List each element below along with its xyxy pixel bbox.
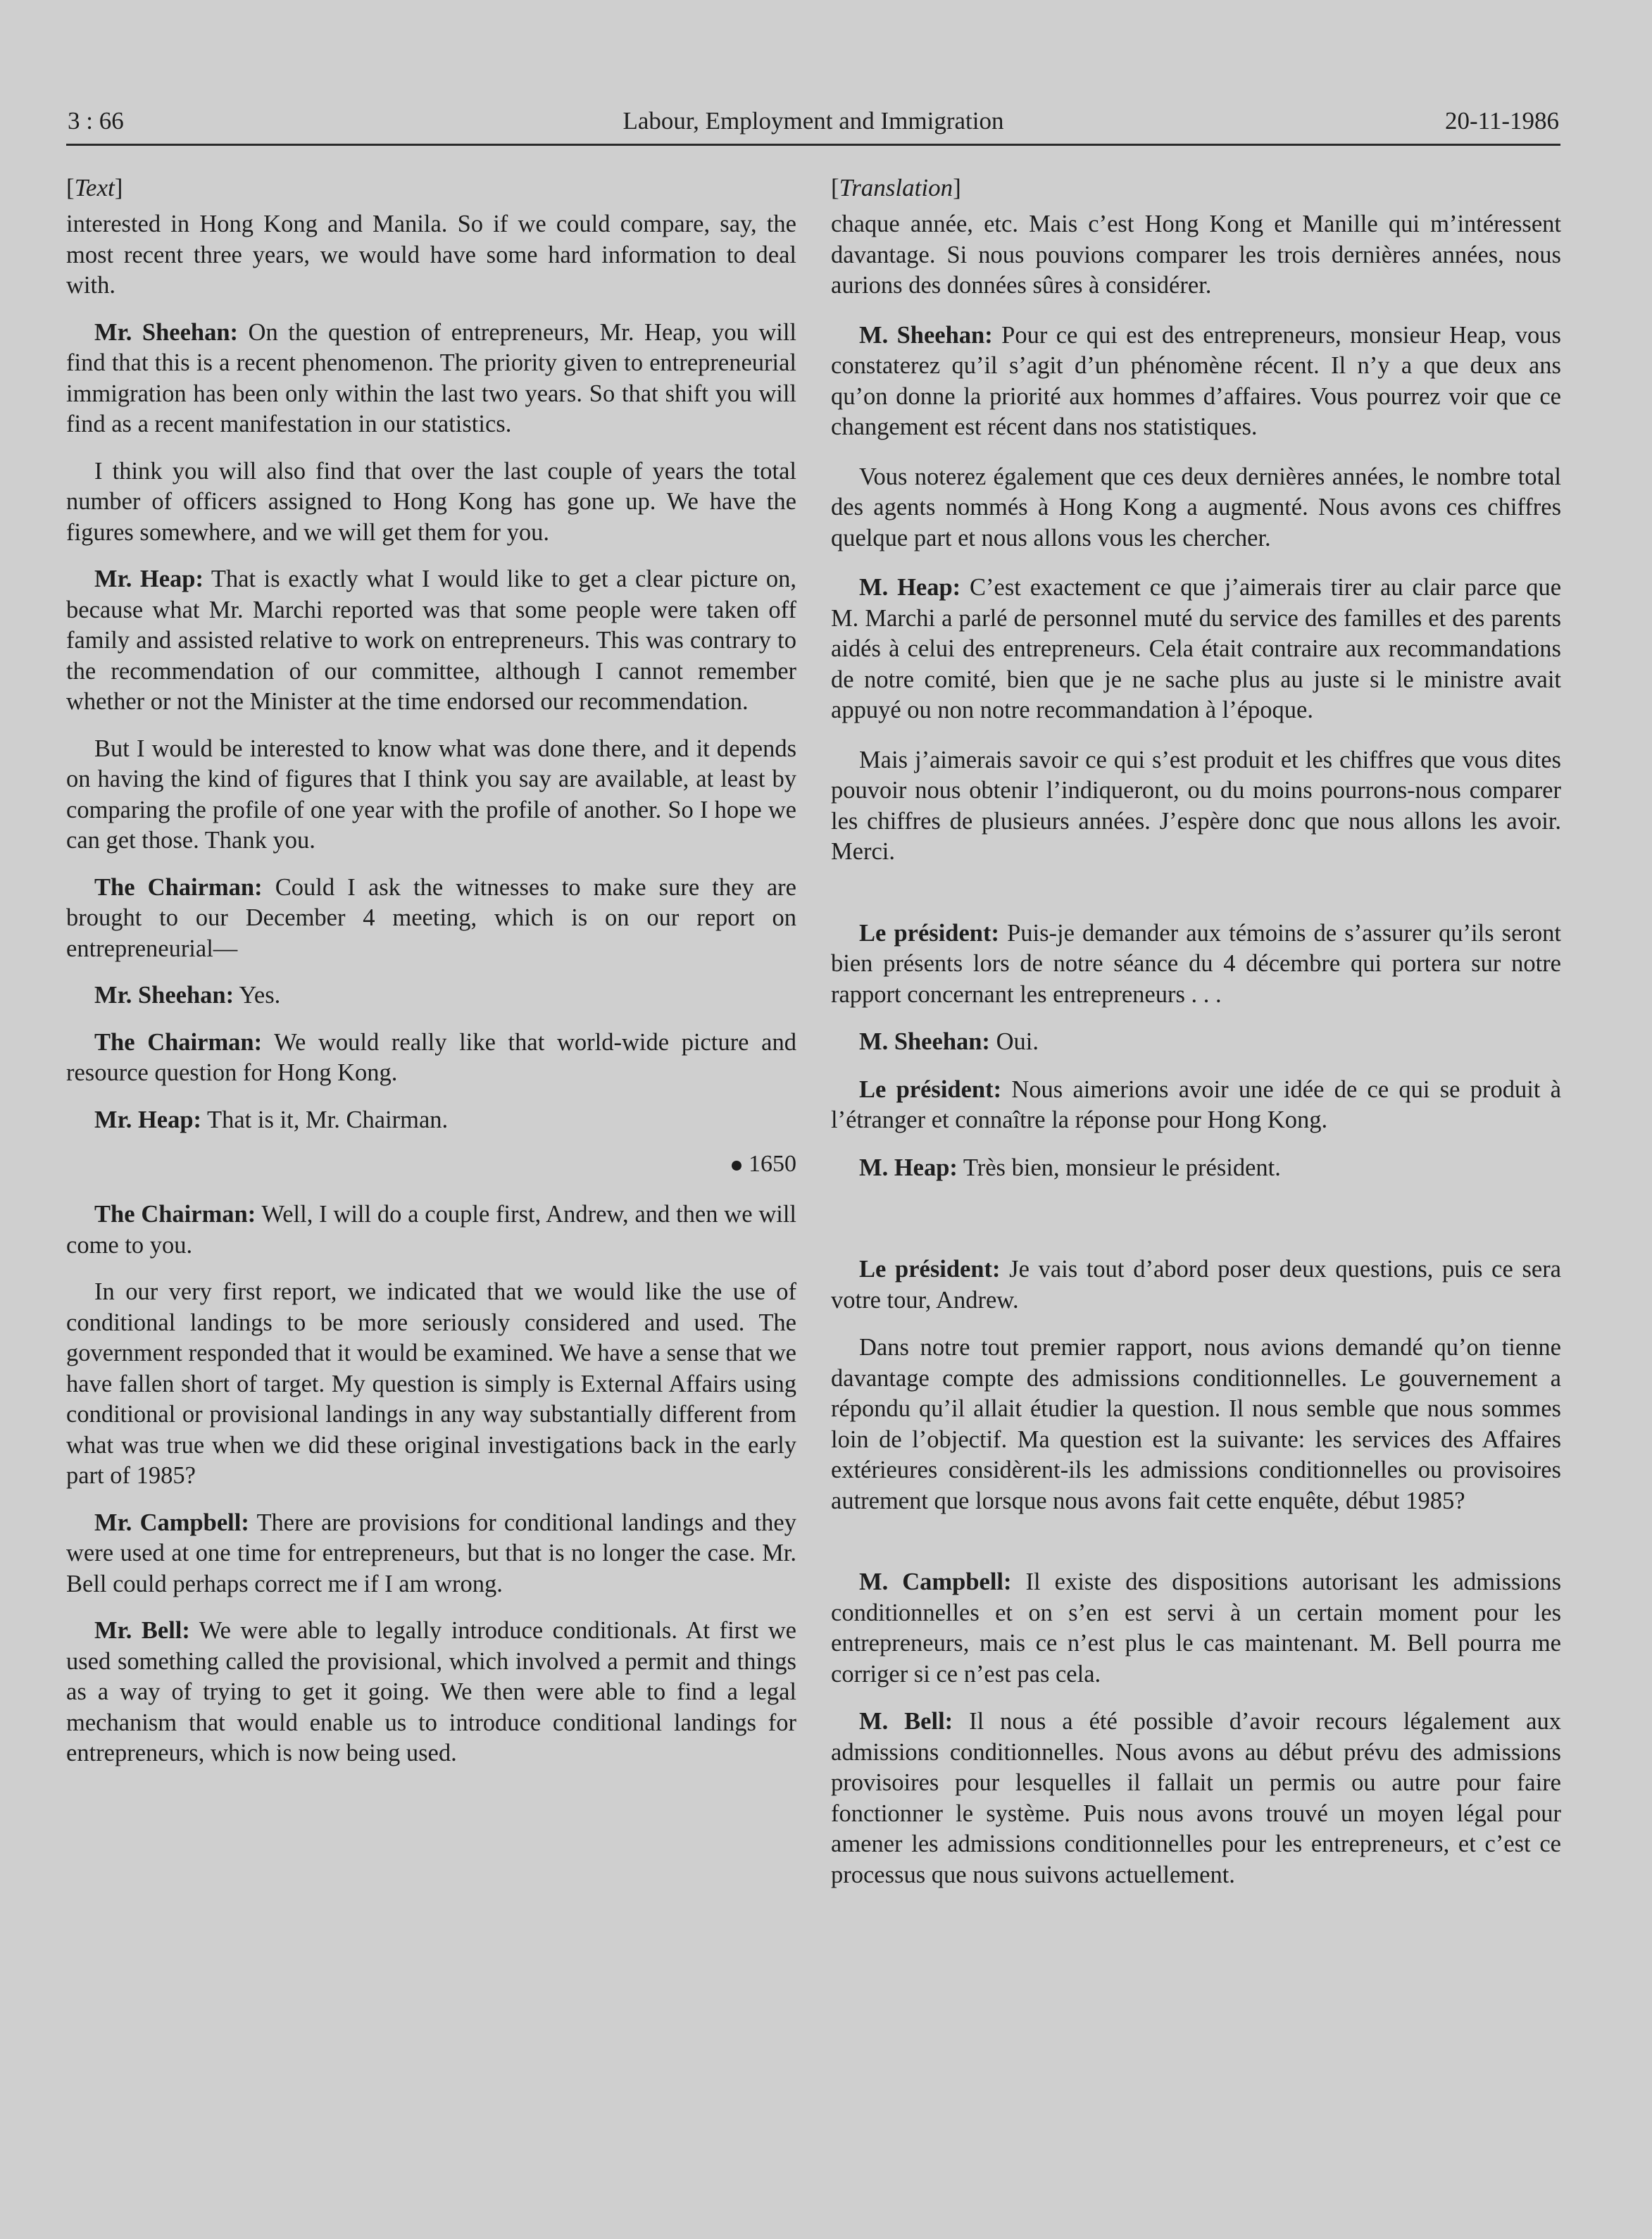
paragraph: I think you will also find that over the last couple of years the total number of officers assigned to Hong Kong has gone up. We have the figures somewhere, and we will get them for you.: [66, 457, 796, 546]
speech-paragraph: Mr. Heap: That is exactly what I would like to get a clear picture on, because what Mr. Marchi reported was that some people were taken off family and assisted relative to work on entrepreneurs. This was contrary to the recommendation of our committee, although I cannot remember whether or not the Minister at the time endorsed our recommendation.: [66, 566, 796, 715]
speaker: The Chairman:: [94, 873, 263, 901]
speech-paragraph: Mr. Sheehan: Yes.: [94, 982, 281, 1009]
speech-paragraph: M. Sheehan: Pour ce qui est des entrepreneurs, monsieur Heap, vous constaterez qu’il s’agit d’un phénomène récent. Il n’y a que deux ans qu’on donne la priorité aux hommes d’affaires. Vous pourrez voir que ce changement est récent dans nos statistiques.: [831, 321, 1561, 440]
speech-paragraph: Mr. Sheehan: On the question of entrepreneurs, Mr. Heap, you will find that this is a recent phenomenon. The priority given to entrepreneurial immigration has been only within the last two years. So that shift you will find as a recent manifestation in our statistics.: [66, 318, 796, 437]
bullet-icon: [732, 1161, 741, 1171]
speaker: M. Sheehan:: [859, 321, 993, 349]
speaker: Mr. Campbell:: [94, 1509, 249, 1536]
speech-paragraph: The Chairman: We would really like that world-wide picture and resource question for Hong Kong.: [66, 1028, 796, 1086]
speaker: Mr. Sheehan:: [94, 318, 238, 346]
speech-paragraph: Mr. Campbell: There are provisions for conditional landings and they were used at one time for entrepreneurs, but that is no longer the case. Mr. Bell could perhaps correct me if I am wrong.: [66, 1509, 796, 1597]
paragraph: Vous noterez également que ces deux dernières années, le nombre total des agents nommés à Hong Kong a augmenté. Nous avons ces chiffres quelque part et nous allons vous les chercher.: [831, 463, 1561, 551]
column-label: [Text]: [66, 174, 123, 201]
speaker: Le président:: [859, 919, 999, 947]
speech-paragraph: The Chairman: Could I ask the witnesses to make sure they are brought to our December 4 meeting, which is on our report on entrepreneurial—: [66, 873, 796, 962]
paragraph: interested in Hong Kong and Manila. So if we could compare, say, the most recent three years, we would have some hard information to deal with.: [66, 211, 796, 299]
speaker: The Chairman:: [94, 1201, 256, 1228]
speaker: M. Bell:: [859, 1708, 953, 1735]
speech-paragraph: M. Sheehan: Oui.: [859, 1028, 1039, 1055]
running-title: Labour, Employment and Immigration: [622, 107, 1004, 135]
speaker: Le président:: [859, 1256, 1001, 1283]
sitting-date: 20-11-1986: [1444, 107, 1559, 135]
french-column: [831, 173, 1561, 1907]
paragraph: Mais j’aimerais savoir ce qui s’est produit et les chiffres que vous dites pouvoir nous obtenir l’indiqueront, ou du moins pourrons-nous comparer les chiffres de plusieurs années. J’espère donc que nous allons les avoir. Merci.: [831, 746, 1561, 865]
speech-paragraph: Le président: Je vais tout d’abord poser deux questions, puis ce sera votre tour, Andrew.: [831, 1256, 1561, 1314]
page-number: 3 : 66: [68, 107, 124, 135]
speech-paragraph: M. Bell: Il nous a été possible d’avoir recours légalement aux admissions conditionnelles. Nous avons au début prévu des admissions provisoires pour lesquelles il fallait un permis ou autre pour faire fonctionner le système. Puis nous avons trouvé un moyen légal pour amener les admissions conditionnelles pour les entrepreneurs, et c’est ce processus que nous suivons actuellement.: [831, 1708, 1561, 1888]
speech-paragraph: Mr. Heap: That is it, Mr. Chairman.: [94, 1106, 449, 1133]
speaker: M. Heap:: [859, 1154, 958, 1181]
time-marker: 1650: [66, 1149, 796, 1180]
english-column: [66, 173, 796, 1785]
paragraph: Dans notre tout premier rapport, nous avions demandé qu’on tienne davantage compte des admissions conditionnelles. Le gouvernement a répondu qu’il allait étudier la question. Il nous semble que nous sommes loin de l’objectif. Ma question est la suivante: les services des Affaires extérieures considèrent-ils les admissions conditionnelles ou provisoires autrement que lorsque nous avons fait cette enquête, début 1985?: [831, 1334, 1561, 1514]
speaker: Mr. Sheehan:: [94, 982, 234, 1009]
paragraph: In our very first report, we indicated that we would like the use of conditional landings to be more seriously considered and used. The government responded that it would be examined. We have a sense that we have fallen short of target. My question is simply is External Affairs using conditional or provisional landings in any way substantially different from what was true when we did these original investigations back in the early part of 1985?: [66, 1278, 796, 1489]
speech-paragraph: Le président: Puis-je demander aux témoins de s’assurer qu’ils seront bien présents lors de notre séance du 4 décembre qui portera sur notre rapport concernant les entrepreneurs . . .: [831, 919, 1561, 1008]
speech-paragraph: The Chairman: Well, I will do a couple first, Andrew, and then we will come to you.: [66, 1201, 796, 1259]
speaker: M. Campbell:: [859, 1568, 1012, 1595]
speaker: M. Heap:: [859, 574, 961, 601]
speech-paragraph: Mr. Bell: We were able to legally introduce conditionals. At first we used something called the provisional, which involved a permit and things as a way of trying to get it going. We then were able to find a legal mechanism that would enable us to introduce conditional landings for entrepreneurs, which is now being used.: [66, 1617, 796, 1766]
speech-paragraph: M. Heap: Très bien, monsieur le président.: [859, 1154, 1281, 1181]
speech-paragraph: Le président: Nous aimerions avoir une idée de ce qui se produit à l’étranger et connaître la réponse pour Hong Kong.: [831, 1075, 1561, 1133]
page-header: [66, 106, 1560, 146]
speaker: M. Sheehan:: [859, 1028, 990, 1055]
column-label: [Translation]: [831, 174, 961, 201]
speech-paragraph: M. Heap: C’est exactement ce que j’aimerais tirer au clair parce que M. Marchi a parlé de personnel muté du service des familles et des parents aidés à celui des entrepreneurs. Cela était contraire aux recommandations de notre comité, bien que je ne sache plus au juste si le ministre avait appuyé ou non notre recommandation à l’époque.: [831, 574, 1562, 723]
speaker: Mr. Bell:: [94, 1617, 190, 1644]
speaker: The Chairman:: [94, 1028, 263, 1056]
paragraph: chaque année, etc. Mais c’est Hong Kong et Manille qui m’intéressent davantage. Si nous pouvions comparer les trois dernières années, nous aurions des données sûres à considérer.: [831, 211, 1561, 299]
speaker: Mr. Heap:: [94, 566, 204, 592]
speaker: Mr. Heap:: [94, 1106, 202, 1133]
speaker: Le président:: [859, 1075, 1002, 1103]
speech-paragraph: M. Campbell: Il existe des dispositions autorisant les admissions conditionnelles et on s’en est servi à un certain moment pour les entrepreneurs, mais ce n’est plus le cas maintenant. M. Bell pourra me corriger si ce n’est pas cela.: [831, 1568, 1561, 1688]
paragraph: But I would be interested to know what was done there, and it depends on having the kind of figures that I think you say are available, at least by comparing the profile of one year with the profile of another. So I hope we can get those. Thank you.: [66, 735, 796, 854]
